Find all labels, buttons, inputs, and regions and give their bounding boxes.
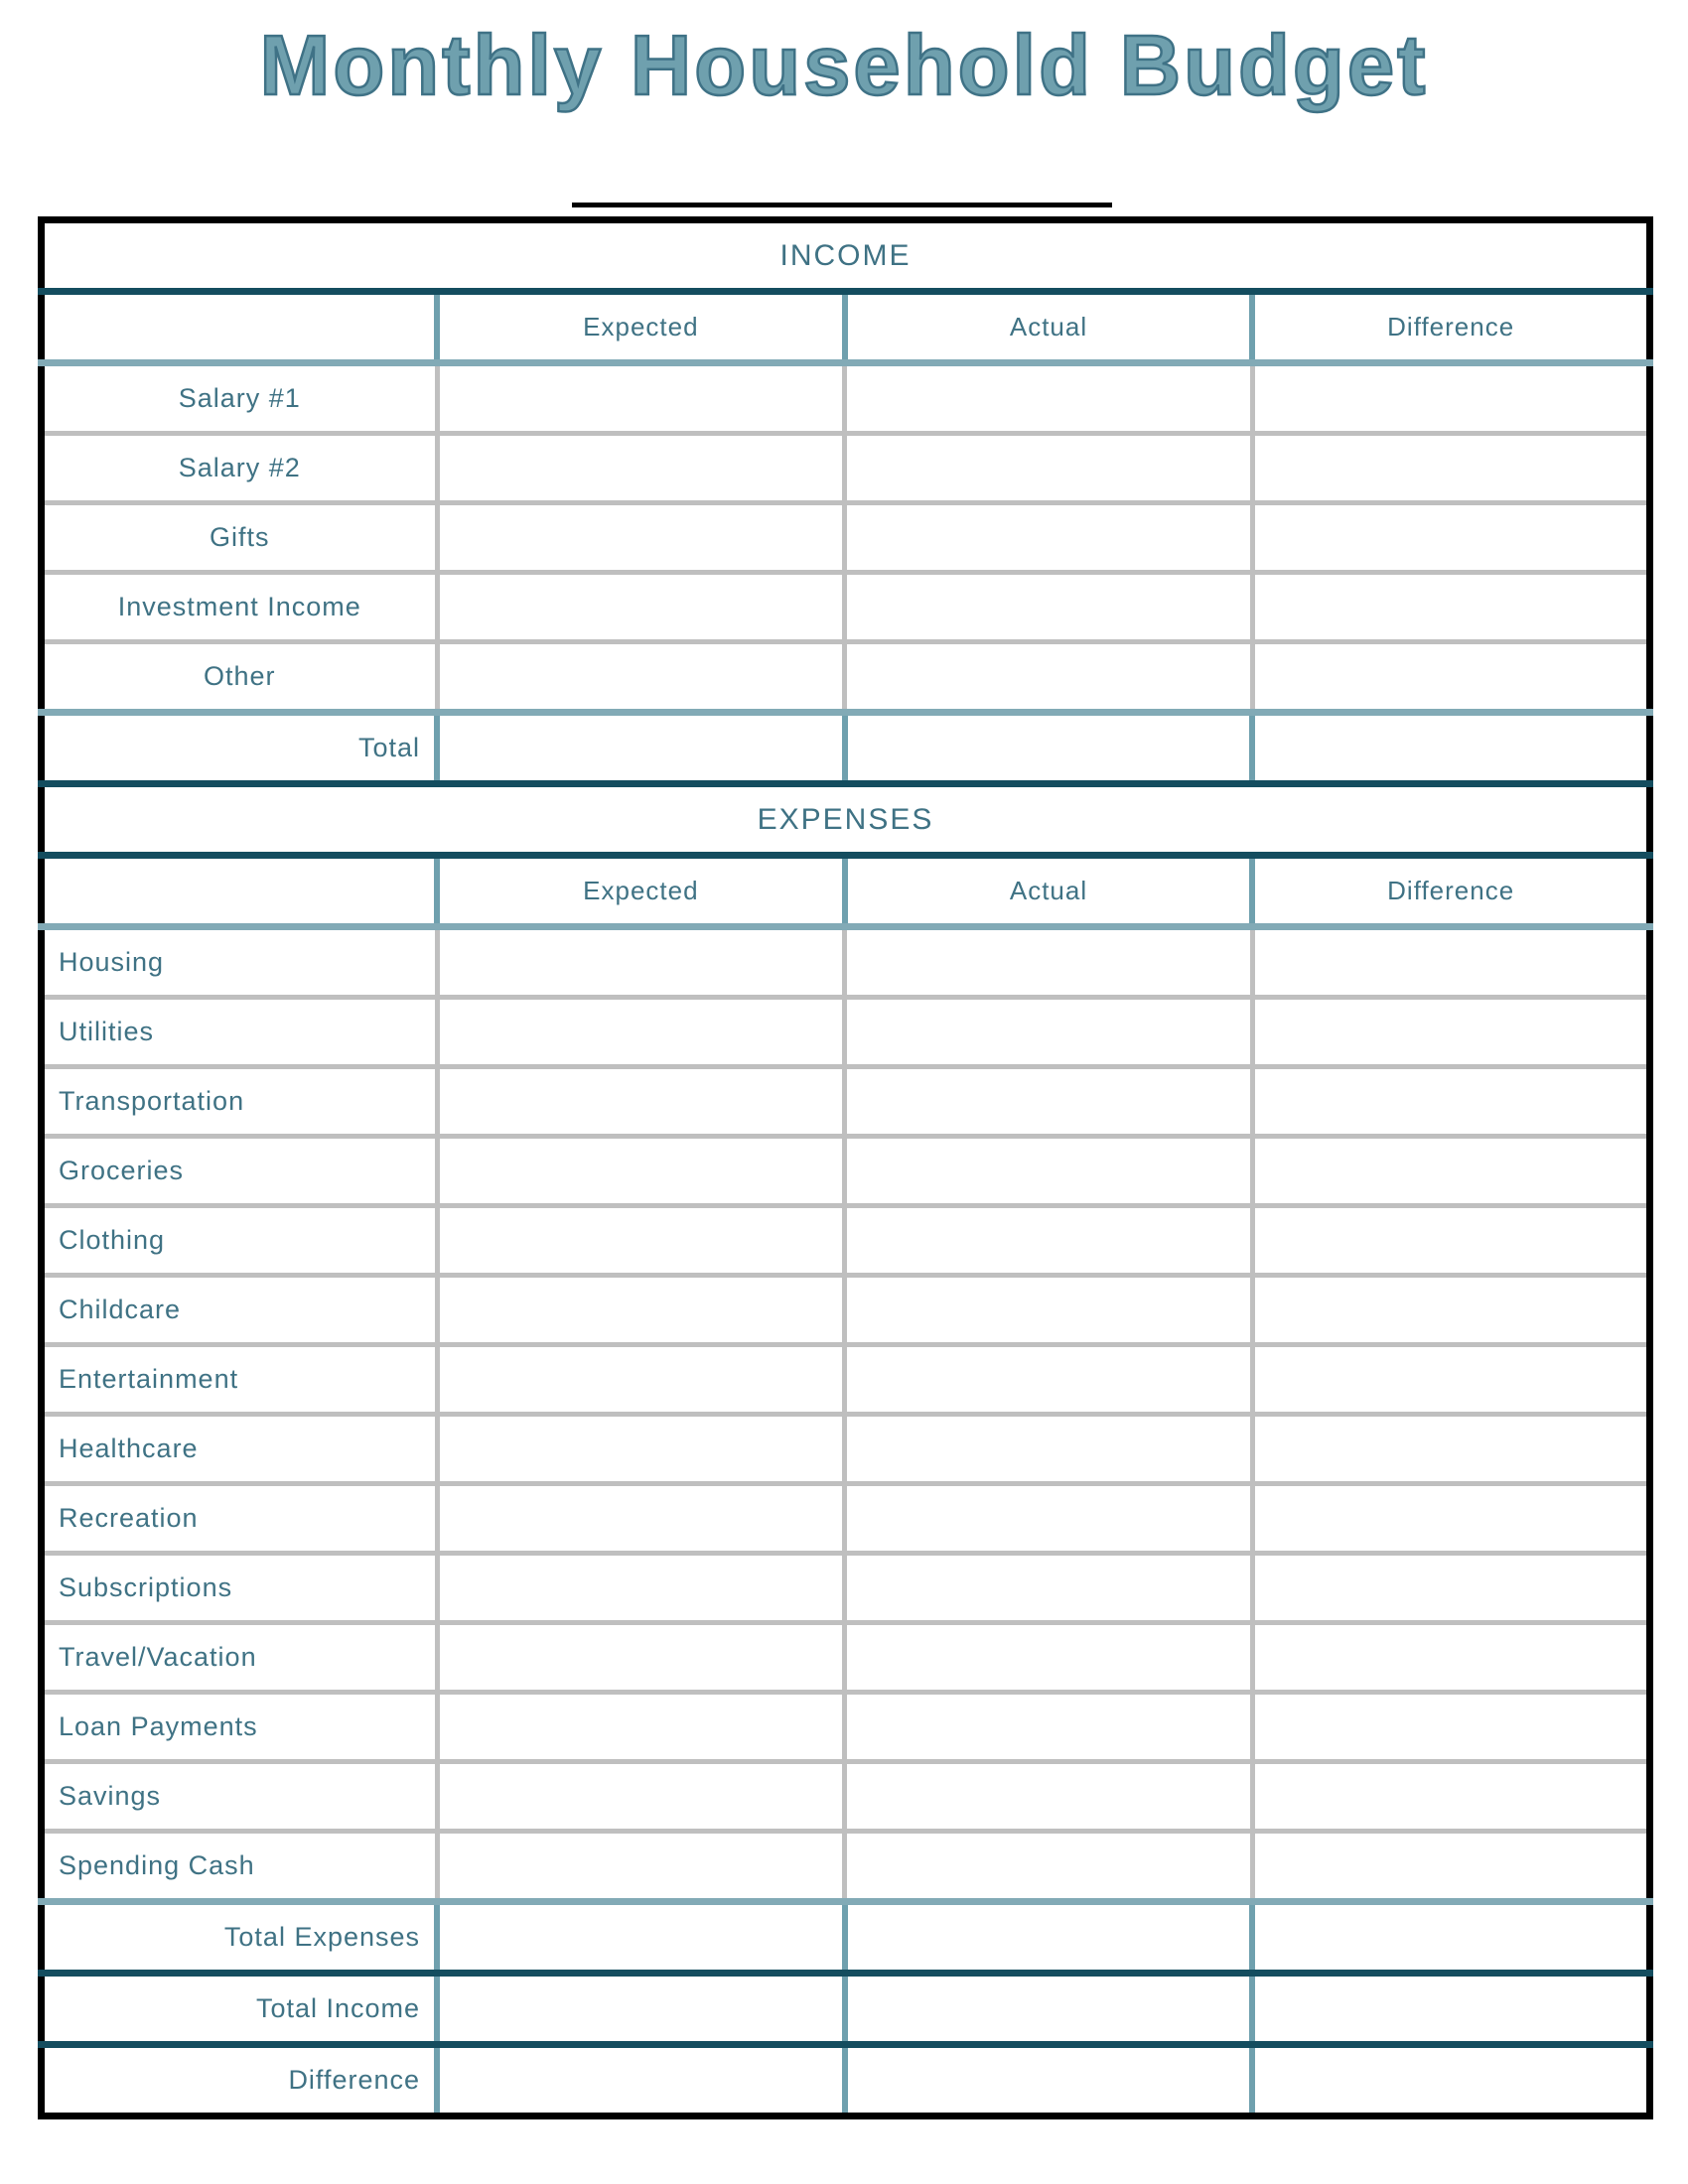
entry-cell[interactable]: [845, 1832, 1253, 1902]
entry-cell[interactable]: [1252, 1554, 1649, 1623]
entry-cell[interactable]: [1252, 1484, 1649, 1554]
entry-cell[interactable]: [1252, 1345, 1649, 1415]
row-label: Recreation: [42, 1484, 438, 1554]
row-label: Spending Cash: [42, 1832, 438, 1902]
entry-cell[interactable]: [845, 1623, 1253, 1693]
expense-row-spending-cash: [42, 1832, 1650, 1902]
income-column-header-row: [42, 292, 1650, 363]
difference-row: [42, 2045, 1650, 2116]
total-expenses-row: [42, 1902, 1650, 1974]
entry-cell[interactable]: [1252, 1902, 1649, 1974]
income-row-salary-1: [42, 363, 1650, 434]
expense-row-savings: [42, 1762, 1650, 1832]
entry-cell[interactable]: [437, 434, 845, 503]
entry-cell[interactable]: [845, 1067, 1253, 1137]
entry-cell[interactable]: [845, 1902, 1253, 1974]
entry-cell[interactable]: [437, 642, 845, 713]
entry-cell[interactable]: [845, 642, 1253, 713]
expense-row-clothing: [42, 1206, 1650, 1276]
column-header-difference: Difference: [1252, 292, 1649, 363]
row-label-total-expenses: Total Expenses: [42, 1902, 438, 1974]
expense-row-utilities: [42, 998, 1650, 1067]
entry-cell[interactable]: [437, 998, 845, 1067]
row-label: Subscriptions: [42, 1554, 438, 1623]
entry-cell[interactable]: [845, 1137, 1253, 1206]
row-label: Other: [42, 642, 438, 713]
entry-cell[interactable]: [845, 434, 1253, 503]
row-label: Entertainment: [42, 1345, 438, 1415]
entry-cell[interactable]: [437, 1762, 845, 1832]
income-row-investment-income: [42, 573, 1650, 642]
entry-cell[interactable]: [437, 1067, 845, 1137]
row-label: Travel/Vacation: [42, 1623, 438, 1693]
column-header-expected: Expected: [437, 856, 845, 927]
entry-cell[interactable]: [1252, 1623, 1649, 1693]
income-corner-cell: [42, 292, 438, 363]
column-header-expected: Expected: [437, 292, 845, 363]
entry-cell[interactable]: [1252, 1832, 1649, 1902]
entry-cell[interactable]: [437, 1345, 845, 1415]
entry-cell[interactable]: [437, 713, 845, 784]
entry-cell[interactable]: [845, 1484, 1253, 1554]
expense-row-recreation: [42, 1484, 1650, 1554]
entry-cell[interactable]: [845, 2045, 1253, 2116]
row-label: Gifts: [42, 503, 438, 573]
entry-cell[interactable]: [437, 503, 845, 573]
entry-cell[interactable]: [1252, 1974, 1649, 2045]
income-row-salary-2: [42, 434, 1650, 503]
entry-cell[interactable]: [1252, 1276, 1649, 1345]
income-row-gifts: [42, 503, 1650, 573]
entry-cell[interactable]: [437, 1484, 845, 1554]
expenses-section-header: EXPENSES: [42, 784, 1650, 856]
entry-cell[interactable]: [437, 1693, 845, 1762]
entry-cell[interactable]: [437, 1974, 845, 2045]
entry-cell[interactable]: [437, 1206, 845, 1276]
column-header-difference: Difference: [1252, 856, 1649, 927]
entry-cell[interactable]: [1252, 927, 1649, 998]
entry-cell[interactable]: [437, 1137, 845, 1206]
row-label-total: Total: [42, 713, 438, 784]
row-label: Transportation: [42, 1067, 438, 1137]
entry-cell[interactable]: [845, 1693, 1253, 1762]
entry-cell[interactable]: [845, 503, 1253, 573]
entry-cell[interactable]: [1252, 363, 1649, 434]
column-header-actual: Actual: [845, 856, 1253, 927]
entry-cell[interactable]: [845, 1415, 1253, 1484]
entry-cell[interactable]: [1252, 713, 1649, 784]
expense-row-housing: [42, 927, 1650, 998]
entry-cell[interactable]: [1252, 1206, 1649, 1276]
expense-row-travel-vacation: [42, 1623, 1650, 1693]
expense-row-subscriptions: [42, 1554, 1650, 1623]
entry-cell[interactable]: [437, 1415, 845, 1484]
title-underline: [572, 203, 1112, 207]
row-label: Salary #1: [42, 363, 438, 434]
expense-row-transportation: [42, 1067, 1650, 1137]
entry-cell[interactable]: [845, 1345, 1253, 1415]
row-label: Housing: [42, 927, 438, 998]
entry-cell[interactable]: [1252, 503, 1649, 573]
entry-cell[interactable]: [437, 1554, 845, 1623]
row-label: Childcare: [42, 1276, 438, 1345]
income-section-row: [42, 220, 1650, 292]
entry-cell[interactable]: [845, 573, 1253, 642]
entry-cell[interactable]: [845, 1276, 1253, 1345]
entry-cell[interactable]: [1252, 1067, 1649, 1137]
entry-cell[interactable]: [1252, 642, 1649, 713]
expense-row-childcare: [42, 1276, 1650, 1345]
expense-row-loan-payments: [42, 1693, 1650, 1762]
column-header-actual: Actual: [845, 292, 1253, 363]
entry-cell[interactable]: [845, 1762, 1253, 1832]
row-label-difference: Difference: [42, 2045, 438, 2116]
entry-cell[interactable]: [845, 713, 1253, 784]
entry-cell[interactable]: [845, 1554, 1253, 1623]
income-section-header: INCOME: [42, 220, 1650, 292]
expense-row-entertainment: [42, 1345, 1650, 1415]
expense-row-healthcare: [42, 1415, 1650, 1484]
entry-cell[interactable]: [1252, 434, 1649, 503]
entry-cell[interactable]: [437, 1832, 845, 1902]
entry-cell[interactable]: [1252, 1762, 1649, 1832]
entry-cell[interactable]: [1252, 573, 1649, 642]
row-label: Investment Income: [42, 573, 438, 642]
budget-table: [38, 216, 1653, 2119]
entry-cell[interactable]: [437, 363, 845, 434]
expenses-column-header-row: [42, 856, 1650, 927]
total-income-row: [42, 1974, 1650, 2045]
entry-cell[interactable]: [845, 998, 1253, 1067]
entry-cell[interactable]: [437, 1276, 845, 1345]
row-label: Groceries: [42, 1137, 438, 1206]
entry-cell[interactable]: [437, 2045, 845, 2116]
entry-cell[interactable]: [1252, 1137, 1649, 1206]
entry-cell[interactable]: [1252, 1415, 1649, 1484]
entry-cell[interactable]: [437, 1623, 845, 1693]
entry-cell[interactable]: [1252, 998, 1649, 1067]
row-label: Utilities: [42, 998, 438, 1067]
row-label-total-income: Total Income: [42, 1974, 438, 2045]
entry-cell[interactable]: [437, 927, 845, 998]
entry-cell[interactable]: [437, 1902, 845, 1974]
entry-cell[interactable]: [1252, 2045, 1649, 2116]
entry-cell[interactable]: [845, 927, 1253, 998]
row-label: Savings: [42, 1762, 438, 1832]
expense-row-groceries: [42, 1137, 1650, 1206]
income-total-row: [42, 713, 1650, 784]
entry-cell[interactable]: [845, 1206, 1253, 1276]
row-label: Salary #2: [42, 434, 438, 503]
page-title: Monthly Household Budget: [259, 19, 1429, 113]
row-label: Healthcare: [42, 1415, 438, 1484]
entry-cell[interactable]: [1252, 1693, 1649, 1762]
entry-cell[interactable]: [845, 1974, 1253, 2045]
expenses-section-row: [42, 784, 1650, 856]
row-label: Loan Payments: [42, 1693, 438, 1762]
entry-cell[interactable]: [437, 573, 845, 642]
expenses-corner-cell: [42, 856, 438, 927]
row-label: Clothing: [42, 1206, 438, 1276]
entry-cell[interactable]: [845, 363, 1253, 434]
income-row-other: [42, 642, 1650, 713]
